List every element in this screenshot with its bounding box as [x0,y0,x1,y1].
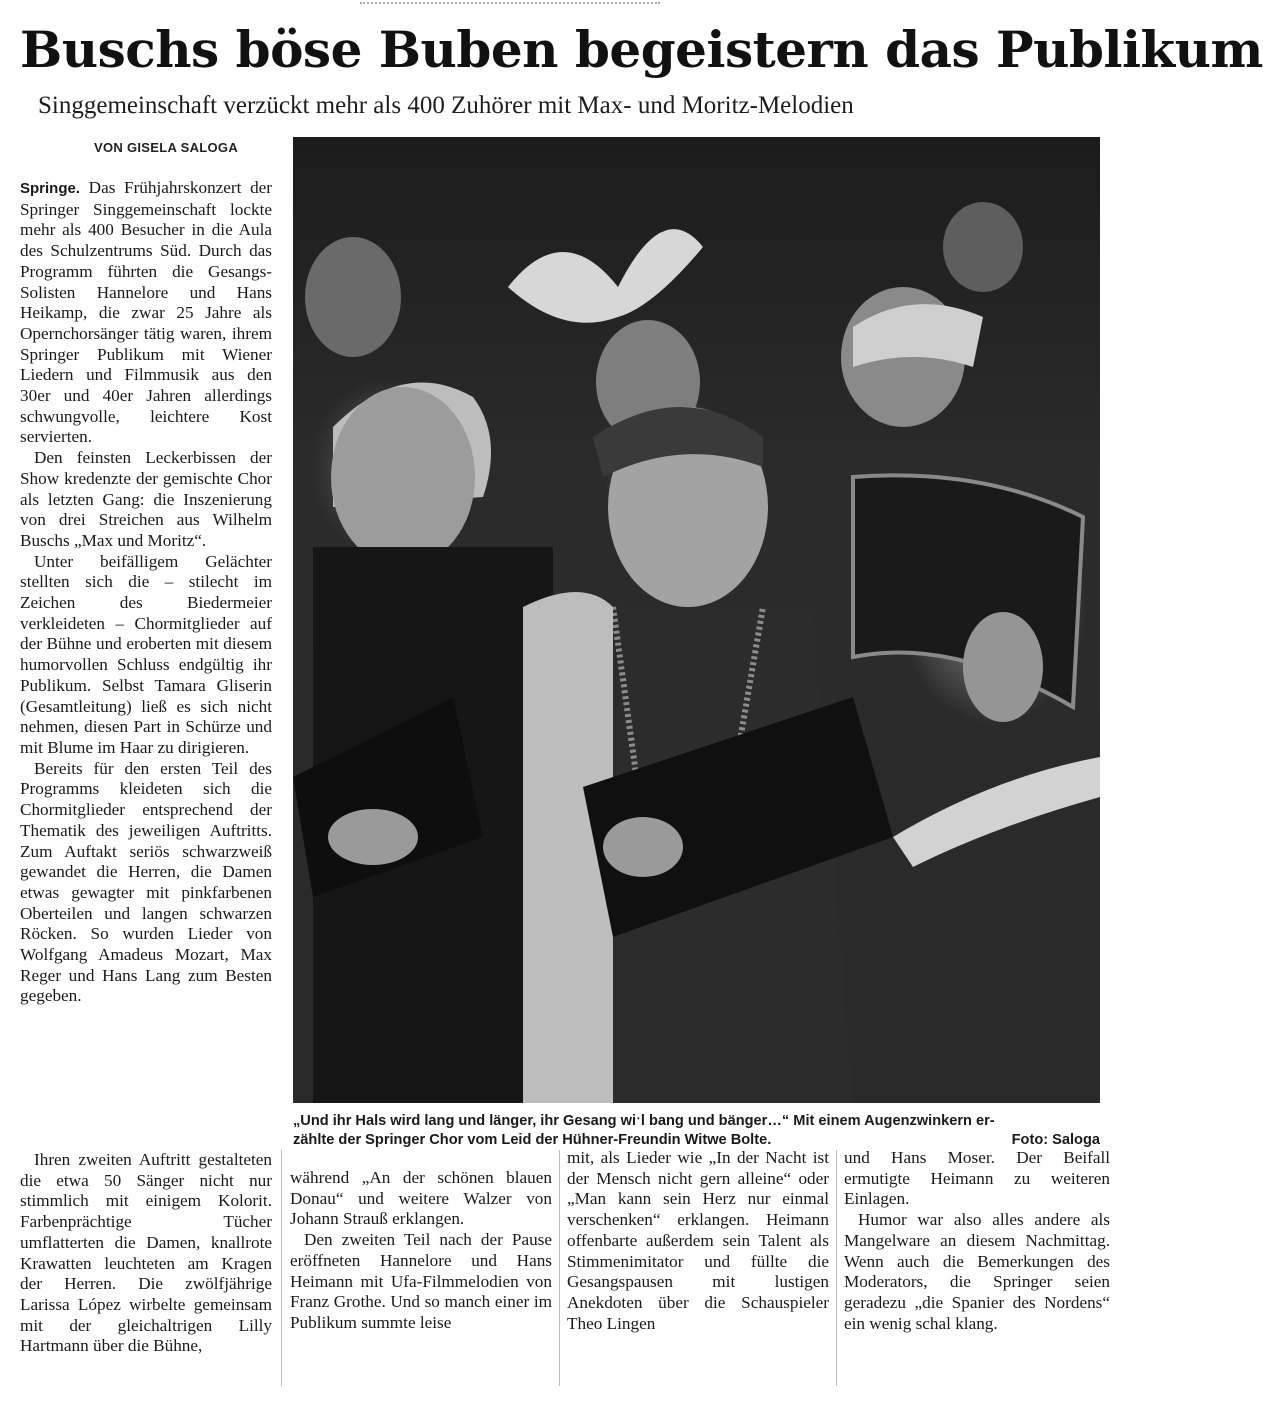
dateline: Springe. [20,180,81,197]
paragraph-text: Das Frühjahrskonzert der Springer Singgemeinschaft lockte mehr als 400 Besucher in die Aula des Schulzentrums Süd. Durch das Programm führten die Gesangs-Solisten Hannelore und Hans Heikamp, die zwar 25 Jahre als Opernchorsänger tätig waren, ihrem Springer Publikum mit Wiener Liedern und Filmmusik aus den 30er und 40er Jahren allerdings schwungvolle, leichtere Kost servierten. [20,178,273,447]
article-headline: Buschs böse Buben begeistern das Publikum [20,20,1263,79]
article-paragraph: Den zweiten Teil nach der Pause eröffneten Hannelore und Hans Heimann mit Ufa-Filmmelodien von Franz Grothe. Und so manch einer im Publikum summte leise [290,1230,552,1332]
singer-head [943,202,1023,292]
article-paragraph: und Hans Moser. Der Beifall ermutigte Heimann zu weiteren Einlagen. [844,1148,1110,1209]
column-rule [281,1150,282,1386]
article-paragraph: mit, als Lieder wie „In der Nacht ist der Mensch nicht gern alleine“ oder „Man kann sein Herz nur einmal verschenken“ erklangen. Heimann offenbarte außerdem sein Talent als Stimmenimitator und füllte die Gesangspausen mit lustigen Anekdoten über die Schauspieler Theo Lingen [567,1148,829,1333]
article-paragraph: Humor war also alles andere als Mangelware an diesem Nachmittag. Wenn auch die Bemerkungen des Moderators, die Springer seien geradezu „die Spanier des Nordens“ ein wenig schal klang. [844,1210,1110,1333]
article-paragraph: während „An der schönen blauen Donau“ und weitere Walzer von Johann Strauß erklangen. [290,1168,552,1229]
column-rule [836,1150,837,1386]
article-paragraph: Unter beifälligem Gelächter stellten sich die – stilecht im Zeichen des Biedermeier verkleideten – Chormitglieder auf der Bühne und eroberten mit diesem humorvollen Schluss endgültig ihr Publikum. Selbst Tamara Gliserin (Gesamtleitung) ließ es sich nicht nehmen, diesen Part in Schürze und mit Blume im Haar zu dirigieren. [20,551,272,757]
singer-hand [603,817,683,877]
article-column-3 [290,1168,552,1334]
choir-photo [293,137,1100,1103]
photo-caption [293,1112,1100,1150]
singer-face [331,387,475,567]
article-column-2 [20,1150,272,1357]
article-paragraph [20,178,272,448]
article-paragraph: Bereits für den ersten Teil des Programms kleideten sich die Chormitglieder entsprechend der Thematik des jeweiligen Auftritts. Zum Auftakt seriös schwarzweiß gewandet die Herren, die Damen etwas gewagter mit pinkfarbenen Oberteilen und langen schwarzen Röcken. So wurden Lieder von Wolfgang Amadeus Mozart, Max Reger und Hans Lang zum Besten gegeben. [20,758,272,1006]
article-subheadline: Singgemeinschaft verzückt mehr als 400 Zuhörer mit Max- und Moritz-Melodien [38,92,854,119]
choir-photo-shapes [293,137,1100,1103]
article-column-5 [844,1148,1110,1334]
singer-hand [328,809,418,865]
handwritten-mark [360,2,660,22]
article-paragraph: Ihren zweiten Auftritt gestalteten die etwa 50 Sänger nicht nur stimmlich mit einigem Kolorit. Farbenprächtige Tücher umflatterten die Damen, knallrote Krawatten leuchteten am Kragen der Herren. Die zwölfjährige Larissa López wirbelte gemeinsam mit der gleichaltrigen Lilly Hartmann über die Bühne, [20,1150,272,1356]
article-column-4 [567,1148,829,1334]
songbook-pages [893,757,1100,867]
bonnet-bow [508,229,703,323]
column-rule [559,1150,560,1386]
article-paragraph: Den feinsten Leckerbissen der Show kredenzte der gemischte Chor als letzten Gang: die Inszenierung von drei Streichen aus Wilhelm Buschs „Max und Moritz“. [20,448,272,550]
caption-line: zählte der Springer Chor vom Leid der Hühner-Freundin Witwe Bolte. [293,1132,772,1148]
singer-hand [963,612,1043,722]
article-byline: VON GISELA SALOGA [94,140,239,155]
photo-credit: Foto: Saloga [1011,1132,1100,1148]
caption-line: „Und ihr Hals wird lang und länger, ihr Gesang wiˑl bang und bänger…“ Mit einem Augenzwinkern er- [293,1113,995,1129]
article-column-1 [20,178,272,1007]
singer-head [305,237,401,357]
